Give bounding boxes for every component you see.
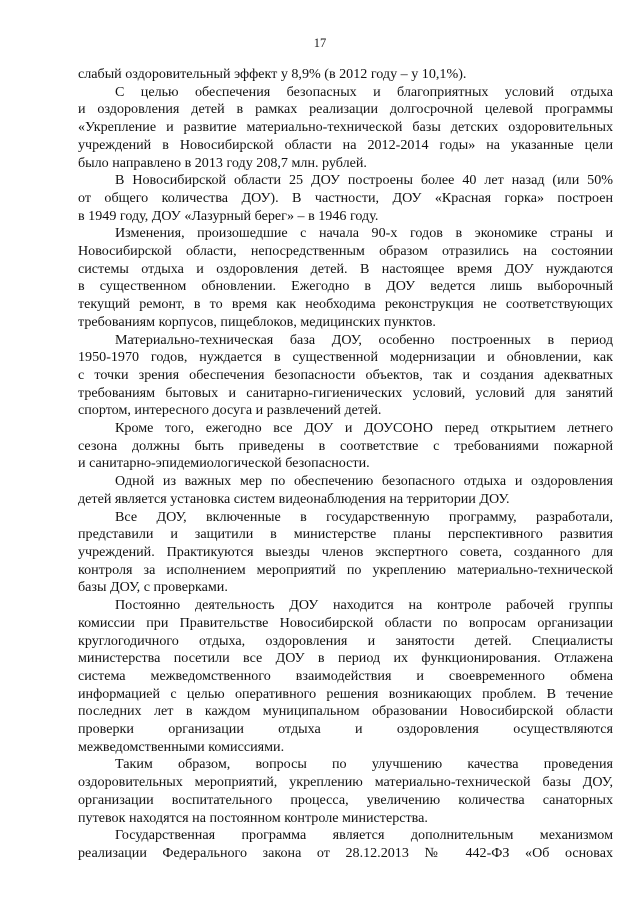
- text-line: спортом, интересного досуга и развлечений детей.: [78, 402, 382, 419]
- text-line: С целью обеспечения безопасных и благоприятных условий отдыха: [115, 83, 613, 100]
- text-line: система межведомственного взаимодействия и своевременного обмена: [78, 667, 613, 684]
- text-line: учреждений в Новосибирской области на 2012-2014 годы» на указанные цели: [78, 136, 613, 153]
- page-number: 17: [313, 36, 327, 50]
- text-line: проверки организации отдыха и оздоровления осуществляются: [78, 721, 613, 738]
- text-line: министерства посетили все ДОУ в период их функционирования. Отлажена: [78, 650, 613, 667]
- text-line: от общего количества ДОУ). В частности, ДОУ «Красная горка» построен: [78, 189, 613, 206]
- text-line: Материально-техническая база ДОУ, особенно построенных в период: [115, 331, 613, 348]
- paragraph: [78, 225, 613, 331]
- text-line: «Укрепление и развитие материально-технической базы детских оздоровительных: [78, 119, 613, 136]
- text-line: учреждений. Практикуются выезды членов экспертного совета, созданного для: [78, 543, 613, 560]
- text-line: 1950-1970 годов, нуждается в существенной модернизации и обновлении, как: [78, 349, 613, 366]
- text-line: Изменения, произошедшие с начала 90-х годов в экономике страны и: [115, 225, 613, 242]
- paragraph: [78, 420, 613, 473]
- paragraph: [78, 756, 613, 827]
- text-line: последних лет в каждом муниципальном образовании Новосибирской области: [78, 703, 613, 720]
- text-line: базы ДОУ, с проверками.: [78, 579, 228, 596]
- paragraph: [78, 332, 613, 421]
- text-line: Новосибирской области, непосредственным образом отразились на состоянии: [78, 243, 613, 260]
- paragraph: [78, 597, 613, 756]
- text-line: организации воспитательного процесса, увеличению количества санаторных: [78, 791, 613, 808]
- text-line: и санитарно-эпидемиологической безопасности.: [78, 455, 370, 472]
- text-line: комиссии при Правительстве Новосибирской области по вопросам организации: [78, 614, 613, 631]
- text-line: сезона должны быть приведены в соответствие с требованиями пожарной: [78, 437, 613, 454]
- text-line: слабый оздоровительный эффект у 8,9% (в 2012 году – у 10,1%).: [78, 66, 467, 82]
- text-line: Кроме того, ежегодно все ДОУ и ДОУСОНО перед открытием летнего: [115, 420, 613, 437]
- text-line: детей является установка систем видеонаблюдения на территории ДОУ.: [78, 490, 510, 507]
- text-line: оздоровительных мероприятий, укреплению материально-технической базы ДОУ,: [78, 774, 613, 791]
- text-line: реализации Федерального закона от 28.12.2013 № 442-ФЗ «Об основах: [78, 844, 613, 861]
- text-line: текущий ремонт, в то время как необходима реконструкция не соответствующих: [78, 296, 613, 313]
- document-body: [78, 66, 613, 863]
- text-line: представили и защитили в министерстве планы перспективного развития: [78, 526, 613, 543]
- text-line: информацией с целью оперативного решения возникающих проблем. В течение: [78, 685, 613, 702]
- paragraph: [78, 827, 613, 862]
- paragraph: [78, 66, 613, 84]
- text-line: Таким образом, вопросы по улучшению качества проведения: [115, 756, 613, 773]
- text-line: контроля за исполнением мероприятий по укреплению материально-технической: [78, 561, 613, 578]
- text-line: с точки зрения обеспечения безопасности объектов, так и создания адекватных: [78, 366, 613, 383]
- text-line: Все ДОУ, включенные в государственную программу, разработали,: [115, 508, 613, 525]
- text-line: Постоянно деятельность ДОУ находится на контроле рабочей группы: [115, 597, 613, 614]
- text-line: круглогодичного отдыха, оздоровления и занятости детей. Специалисты: [78, 632, 613, 649]
- text-line: было направлено в 2013 году 208,7 млн. рублей.: [78, 154, 367, 171]
- text-line: требованиям корпусов, пищеблоков, медицинских пунктов.: [78, 313, 436, 330]
- text-line: межведомственными комиссиями.: [78, 738, 285, 755]
- paragraph: [78, 84, 613, 173]
- text-line: Государственная программа является дополнительным механизмом: [115, 827, 613, 844]
- text-line: в существенном обновлении. Ежегодно в ДОУ ведется лишь выборочный: [78, 278, 613, 295]
- paragraph: [78, 509, 613, 598]
- paragraph: [78, 473, 613, 508]
- text-line: требованиям бытовых и санитарно-гигиенических условий, условий для занятий: [78, 384, 613, 401]
- text-line: путевок находятся на постоянном контроле министерства.: [78, 809, 428, 826]
- text-line: и оздоровления детей в рамках реализации долгосрочной целевой программы: [78, 101, 613, 118]
- text-line: системы отдыха и оздоровления детей. В настоящее время ДОУ нуждаются: [78, 260, 613, 277]
- text-line: В Новосибирской области 25 ДОУ построены более 40 лет назад (или 50%: [115, 172, 613, 189]
- text-line: в 1949 году, ДОУ «Лазурный берег» – в 1946 году.: [78, 207, 379, 224]
- paragraph: [78, 172, 613, 225]
- text-line: Одной из важных мер по обеспечению безопасного отдыха и оздоровления: [115, 473, 613, 490]
